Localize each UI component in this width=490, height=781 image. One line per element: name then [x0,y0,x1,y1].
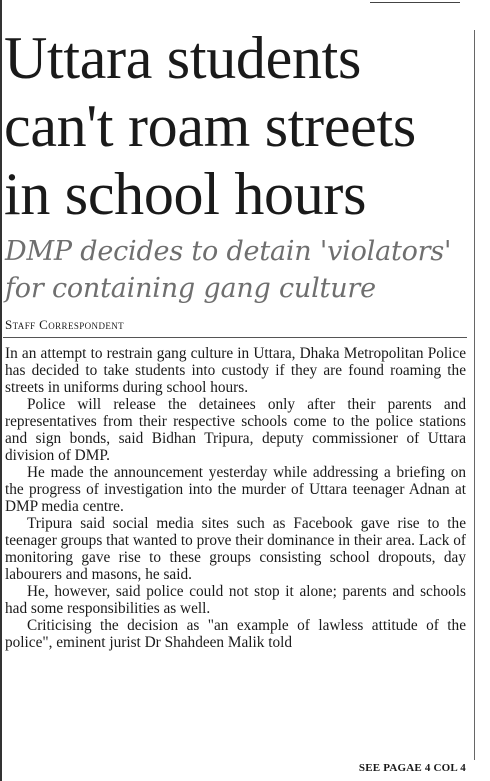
article-body [5,345,466,651]
byline: Staff Correspondent [5,317,125,332]
column-divider [474,30,475,760]
headline: Uttara students can't roam streets in school hours [4,25,416,227]
byline-divider [3,337,467,338]
paragraph-4: Tripura said social media sites such as Facebook gave rise to the teenager groups that wanted to prove their dominance in their area. Lack of monitoring gave rise to these groups consisting school dropouts, day labourers and masons, he said. [5,515,466,583]
paragraph-6: Criticising the decision as "an example of lawless attitude of the police", eminent jurist Dr Shahdeen Malik told [5,617,466,651]
subheadline: DMP decides to detain 'violators' for containing gang culture [5,236,452,304]
continuation-jump-line: SEE PAGAE 4 COL 4 [358,762,466,774]
left-column-border [0,0,2,781]
paragraph-3: He made the announcement yesterday while addressing a briefing on the progress of investigation into the murder of Uttara teenager Adnan at DMP media centre. [5,464,466,515]
clipped-top-scrap [370,0,460,3]
paragraph-1: In an attempt to restrain gang culture in Uttara, Dhaka Metropolitan Police has decided to take students into custody if they are found roaming the streets in uniforms during school hours. [5,345,466,396]
paragraph-5: He, however, said police could not stop it alone; parents and schools had some responsibilities as well. [5,583,466,617]
paragraph-2: Police will release the detainees only after their parents and representatives from their respective schools come to the police stations and sign bonds, said Bidhan Tripura, deputy commissioner of Uttara division of DMP. [5,396,466,464]
top-border [0,0,490,6]
